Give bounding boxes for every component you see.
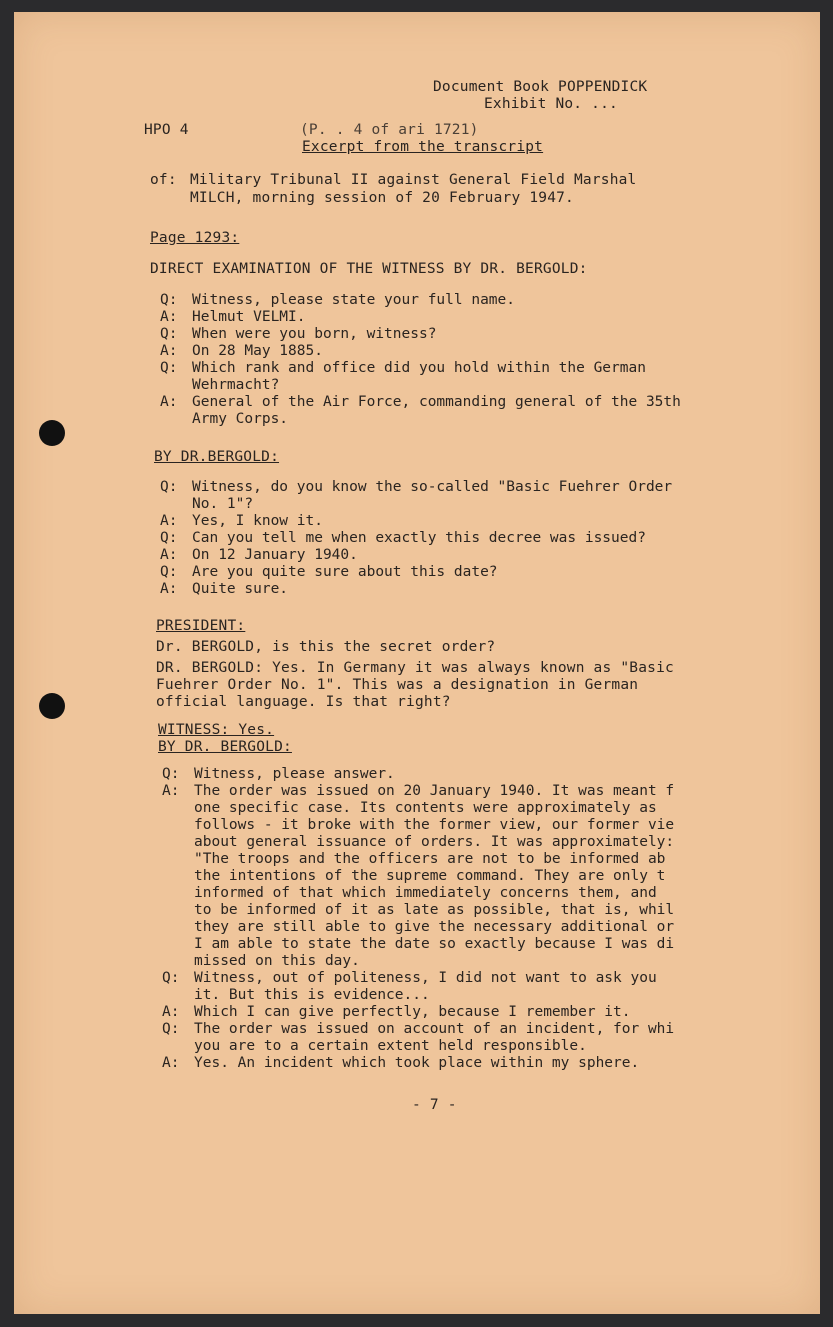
document-page (14, 12, 820, 1314)
list-item: follows - it broke with the former view, our former vie (194, 817, 675, 833)
list-item: A: The order was issued on 20 January 1940. It was meant f (162, 783, 675, 799)
bergold-statement-line-3: official language. Is that right? (156, 694, 451, 710)
qa-block-2 (160, 479, 770, 598)
list-item: Army Corps. (192, 411, 289, 427)
stamp-text: (P. . 4 of ari 1721) (300, 122, 479, 138)
president-heading: PRESIDENT: (156, 618, 246, 634)
document-title: Excerpt from the transcript (302, 139, 544, 155)
page-reference: Page 1293: (150, 230, 240, 246)
list-item: I am able to state the date so exactly because I was di (194, 936, 675, 952)
qa-block-1 (160, 292, 770, 428)
direct-examination-heading: DIRECT EXAMINATION OF THE WITNESS BY DR. BERGOLD: (150, 261, 588, 277)
list-item: A: Helmut VELMI. (160, 309, 306, 325)
list-item: No. 1"? (192, 496, 254, 512)
exhibit-number: Exhibit No. ... (484, 96, 618, 112)
document-number: HPO 4 (144, 122, 189, 138)
list-item: A: Quite sure. (160, 581, 289, 597)
list-item: informed of that which immediately concerns them, and (194, 885, 657, 901)
list-item: you are to a certain extent held responsible. (194, 1038, 587, 1054)
by-bergold-heading-2: BY DR. BERGOLD: (158, 739, 292, 755)
list-item: A: General of the Air Force, commanding general of the 35th (160, 394, 681, 410)
punch-hole (39, 693, 65, 719)
tribunal-line-1: Military Tribunal II against General Field Marshal (190, 172, 637, 188)
list-item: missed on this day. (194, 953, 360, 969)
punch-hole (39, 420, 65, 446)
list-item: Q: Witness, please answer. (162, 766, 395, 782)
qa-block-3 (162, 766, 772, 1072)
of-label: of: (150, 172, 177, 188)
list-item: one specific case. Its contents were approximately as (194, 800, 657, 816)
page-number: - 7 - (412, 1097, 457, 1113)
president-question: Dr. BERGOLD, is this the secret order? (156, 639, 496, 655)
list-item: A: On 28 May 1885. (160, 343, 323, 359)
list-item: Q: Witness, out of politeness, I did not want to ask you (162, 970, 657, 986)
list-item: Q: The order was issued on account of an incident, for whi (162, 1021, 675, 1037)
list-item: they are still able to give the necessary additional or (194, 919, 675, 935)
list-item: Q: Witness, do you know the so-called "Basic Fuehrer Order (160, 479, 673, 495)
list-item: about general issuance of orders. It was approximately: (194, 834, 675, 850)
list-item: A: Yes, I know it. (160, 513, 323, 529)
document-book-label: Document Book POPPENDICK (433, 79, 648, 95)
witness-yes: WITNESS: Yes. (158, 722, 275, 738)
tribunal-line-2: MILCH, morning session of 20 February 1947. (190, 190, 574, 206)
list-item: A: Yes. An incident which took place within my sphere. (162, 1055, 640, 1071)
list-item: "The troops and the officers are not to be informed ab (194, 851, 666, 867)
list-item: Q: Which rank and office did you hold within the German (160, 360, 646, 376)
list-item: A: Which I can give perfectly, because I remember it. (162, 1004, 631, 1020)
bergold-statement-line-1: DR. BERGOLD: Yes. In Germany it was always known as "Basic (156, 660, 674, 676)
list-item: A: On 12 January 1940. (160, 547, 358, 563)
list-item: the intentions of the supreme command. They are only t (194, 868, 666, 884)
list-item: Q: When were you born, witness? (160, 326, 437, 342)
list-item: Q: Witness, please state your full name. (160, 292, 516, 308)
by-bergold-heading: BY DR.BERGOLD: (154, 449, 280, 465)
bergold-statement-line-2: Fuehrer Order No. 1". This was a designation in German (156, 677, 639, 693)
list-item: to be informed of it as late as possible, that is, whil (194, 902, 675, 918)
list-item: Q: Are you quite sure about this date? (160, 564, 498, 580)
list-item: it. But this is evidence... (194, 987, 430, 1003)
list-item: Wehrmacht? (192, 377, 280, 393)
list-item: Q: Can you tell me when exactly this decree was issued? (160, 530, 646, 546)
